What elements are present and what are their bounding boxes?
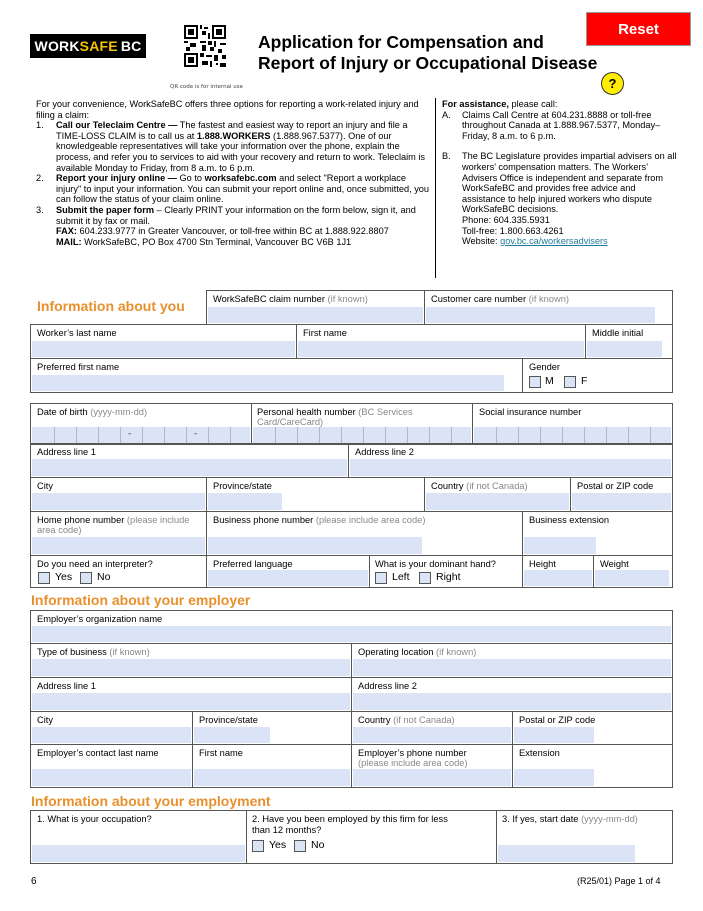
first-name-cell: First name bbox=[296, 324, 586, 359]
employer-city-cell: City bbox=[30, 711, 193, 745]
extension-cell: Extension bbox=[512, 744, 673, 788]
op-location-input[interactable] bbox=[353, 659, 671, 676]
country-input[interactable] bbox=[426, 493, 569, 510]
employed-no-label: No bbox=[311, 839, 325, 851]
intro-divider bbox=[435, 98, 436, 278]
height-cell: Height bbox=[522, 555, 594, 588]
language-cell: Preferred language bbox=[206, 555, 370, 588]
employer-phone-input[interactable] bbox=[353, 769, 511, 786]
employer-postal-cell: Postal or ZIP code bbox=[512, 711, 673, 745]
weight-cell: Weight bbox=[593, 555, 673, 588]
phn-cell: Personal health number (BC Services Card/CareCard) bbox=[251, 403, 473, 445]
option-3: 3. Submit the paper form – Clearly PRINT your information on the form below, sign it, and submit it by fax or mail. FAX: 604.233.9777 in Greater Vancouver, or toll-free within BC at 1.888.922.8807 MAIL: WorkSafeBC, PO Box 4700 Stn Terminal, Vancouver BC V6B 1J1 bbox=[36, 204, 416, 247]
employed-less-12-cell: 2. Have you been employed by this firm for less than 12 months? bbox=[246, 810, 497, 864]
business-phone-cell: Business phone number (please include area code) bbox=[206, 511, 523, 556]
contact-first-input[interactable] bbox=[194, 769, 350, 786]
sin-input[interactable] bbox=[474, 427, 671, 443]
employer-city-input[interactable] bbox=[32, 727, 191, 743]
gender-m-label: M bbox=[545, 375, 554, 387]
section-title-employment: Information about your employment bbox=[31, 793, 271, 809]
business-type-cell: Type of business (if known) bbox=[30, 643, 352, 678]
postal-cell: Postal or ZIP code bbox=[570, 477, 673, 512]
extension-input[interactable] bbox=[514, 769, 594, 786]
assistance-info: For assistance, please call: A. Claims Call Centre at 604.231.8888 or toll-free throughout Canada at 1.888.967.5377, Monday–Friday, 8 a.m. to 6 p.m. B. The BC Legislature provides impartial advisers on all workers’ compensation matters. The Workers’ Advisers Office is independent and separate from WorkSafeBC and provides free advice and assistance to help injured workers who dispute WorkSafeBC decisions. Phone: 604.335.5931 Toll-free: 1.800.663.4261 Website: gov.bc.ca/workersadvisers bbox=[442, 99, 677, 247]
contact-first-cell: First name bbox=[192, 744, 352, 788]
home-phone-cell: Home phone number (please include area code) bbox=[30, 511, 207, 556]
address2-input[interactable] bbox=[350, 459, 671, 476]
dob-cell: Date of birth (yyyy-mm-dd) bbox=[30, 403, 252, 445]
sin-cell: Social insurance number bbox=[472, 403, 673, 445]
hand-cell: What is your dominant hand? bbox=[369, 555, 523, 588]
preferred-name-input[interactable] bbox=[32, 375, 504, 391]
claim-number-input[interactable] bbox=[208, 307, 423, 323]
worksafebc-logo: WORKSAFE BC bbox=[30, 34, 146, 58]
qr-code-icon bbox=[184, 25, 226, 67]
business-ext-input[interactable] bbox=[524, 537, 596, 554]
option-2: 2. Report your injury online — Go to worksafebc.com and select "Report a workplace injury" to input your information. You can submit your report online and, once submitted, you can follow the status of your claim online. bbox=[36, 173, 430, 205]
province-input[interactable] bbox=[208, 493, 282, 510]
middle-initial-cell: Middle initial bbox=[585, 324, 673, 359]
middle-initial-input[interactable] bbox=[587, 341, 662, 357]
employer-postal-input[interactable] bbox=[514, 727, 594, 743]
page-title: Application for Compensation and Report of Injury or Occupational Disease bbox=[258, 32, 598, 73]
first-name-input[interactable] bbox=[298, 341, 584, 357]
city-input[interactable] bbox=[32, 493, 205, 510]
hand-right-checkbox[interactable] bbox=[419, 572, 431, 584]
contact-last-input[interactable] bbox=[32, 769, 191, 786]
help-icon[interactable]: ? bbox=[601, 72, 624, 95]
business-phone-input[interactable] bbox=[208, 537, 422, 554]
care-number-input[interactable] bbox=[426, 307, 655, 323]
section-title-employer: Information about your employer bbox=[31, 592, 251, 608]
last-name-input[interactable] bbox=[32, 341, 295, 357]
interpreter-no-checkbox[interactable] bbox=[80, 572, 92, 584]
employer-address1-input[interactable] bbox=[32, 693, 350, 710]
occupation-cell: 1. What is your occupation? bbox=[30, 810, 247, 864]
option-1: 1. Call our Teleclaim Centre — The fastest and easiest way to report an injury and file a TIME-LOSS CLAIM is to call us at 1.888.WORKERS (1.888.967.5377). One of our knowledgeable representatives will take your information over the phone, explain the process, and refer you to services to aid with your recovery and return to work. Teleclaim is available Monday to Friday, from 8 a.m. to 6 p.m. bbox=[36, 120, 426, 173]
page-number: 6 bbox=[31, 876, 37, 887]
gender-m-checkbox[interactable] bbox=[529, 376, 541, 388]
home-phone-input[interactable] bbox=[32, 537, 205, 554]
phn-input[interactable] bbox=[253, 427, 471, 443]
employer-province-cell: Province/state bbox=[192, 711, 352, 745]
business-type-input[interactable] bbox=[32, 659, 350, 676]
reset-button[interactable]: Reset bbox=[586, 12, 691, 46]
interpreter-yes-checkbox[interactable] bbox=[38, 572, 50, 584]
contact-last-cell: Employer’s contact last name bbox=[30, 744, 193, 788]
employed-yes-checkbox[interactable] bbox=[252, 840, 264, 852]
employer-address2-input[interactable] bbox=[353, 693, 671, 710]
employer-address2-cell: Address line 2 bbox=[351, 677, 673, 712]
hand-left-label: Left bbox=[392, 571, 410, 583]
start-date-cell: 3. If yes, start date (yyyy-mm-dd) bbox=[496, 810, 673, 864]
op-location-cell: Operating location (if known) bbox=[351, 643, 673, 678]
hand-left-checkbox[interactable] bbox=[375, 572, 387, 584]
employed-no-checkbox[interactable] bbox=[294, 840, 306, 852]
employer-country-input[interactable] bbox=[353, 727, 511, 743]
dob-input[interactable]: - - bbox=[32, 427, 250, 443]
care-number-cell: Customer care number (if known) bbox=[424, 290, 673, 325]
claim-number-cell: WorkSafeBC claim number (if known) bbox=[206, 290, 425, 325]
address1-cell: Address line 1 bbox=[30, 443, 349, 478]
employer-phone-cell: Employer’s phone number (please include area code) bbox=[351, 744, 513, 788]
assist-a: A. Claims Call Centre at 604.231.8888 or toll-free throughout Canada at 1.888.967.5377, Monday–Friday, 8 a.m. to 6 p.m. bbox=[442, 109, 661, 141]
weight-input[interactable] bbox=[595, 570, 669, 586]
interpreter-no-label: No bbox=[97, 571, 111, 583]
section-title-you: Information about you bbox=[37, 298, 185, 314]
employer-address1-cell: Address line 1 bbox=[30, 677, 352, 712]
gender-f-label: F bbox=[581, 375, 588, 387]
employer-province-input[interactable] bbox=[194, 727, 270, 743]
org-name-input[interactable] bbox=[32, 626, 671, 642]
employed-yes-label: Yes bbox=[269, 839, 287, 851]
postal-input[interactable] bbox=[572, 493, 671, 510]
occupation-input[interactable] bbox=[32, 845, 245, 862]
height-input[interactable] bbox=[524, 570, 592, 586]
start-date-input[interactable] bbox=[498, 845, 635, 862]
address2-cell: Address line 2 bbox=[348, 443, 673, 478]
preferred-name-cell: Preferred first name bbox=[30, 358, 523, 393]
form-id: (R25/01) Page 1 of 4 bbox=[577, 876, 661, 886]
employer-country-cell: Country (if not Canada) bbox=[351, 711, 513, 745]
assist-b: B. The BC Legislature provides impartial advisers on all workers’ compensation matters. The Workers’ Advisers Office is independent and separate from WorkSafeBC and provides free advice and assistance to help injured workers who dispute WorkSafeBC decisions. Phone: 604.335.5931 Toll-free: 1.800.663.4261 Website: gov.bc.ca/workersadvisers bbox=[442, 151, 677, 247]
qr-note: QR code is for internal use bbox=[170, 84, 243, 90]
gender-cell: Gender bbox=[522, 358, 673, 393]
country-cell: Country (if not Canada) bbox=[424, 477, 571, 512]
intro-lead: For your convenience, WorkSafeBC offers three options for reporting a work-related injury and filing a claim: bbox=[36, 99, 419, 120]
org-name-cell: Employer’s organization name bbox=[30, 610, 673, 644]
interpreter-yes-label: Yes bbox=[55, 571, 73, 583]
workers-advisers-link[interactable]: gov.bc.ca/workersadvisers bbox=[500, 236, 608, 247]
language-input[interactable] bbox=[208, 570, 368, 586]
intro-options bbox=[36, 99, 432, 247]
city-cell: City bbox=[30, 477, 207, 512]
province-cell: Province/state bbox=[206, 477, 425, 512]
gender-f-checkbox[interactable] bbox=[564, 376, 576, 388]
interpreter-cell: Do you need an interpreter? bbox=[30, 555, 207, 588]
last-name-cell: Worker’s last name bbox=[30, 324, 297, 359]
address1-input[interactable] bbox=[32, 459, 347, 476]
hand-right-label: Right bbox=[436, 571, 461, 583]
business-ext-cell: Business extension bbox=[522, 511, 673, 556]
